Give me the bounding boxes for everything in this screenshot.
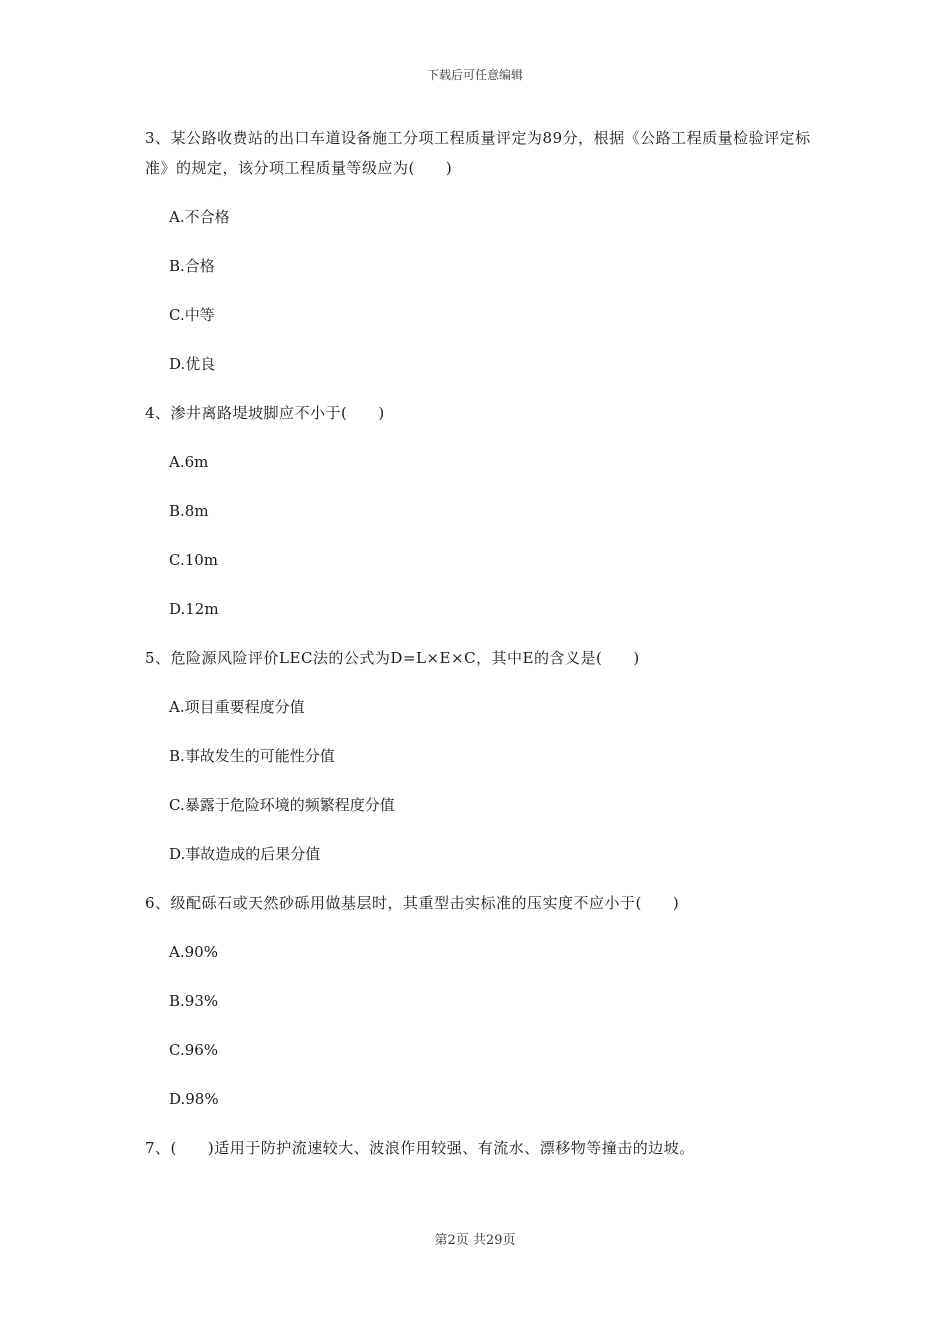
option-d: D.98% <box>169 1090 219 1108</box>
question-text: 7、( )适用于防护流速较大、波浪作用较强、有流水、漂移物等撞击的边坡。 <box>145 1139 695 1157</box>
question-6 <box>145 888 815 1114</box>
option-c: C.中等 <box>169 306 215 324</box>
option-a: A.项目重要程度分值 <box>169 698 305 716</box>
page-footer: 第2页 共29页 <box>434 1233 516 1248</box>
question-3 <box>145 123 815 379</box>
option-c: C.10m <box>169 551 219 569</box>
option-b: B.合格 <box>169 257 215 275</box>
question-5 <box>145 643 815 869</box>
option-a: A.不合格 <box>169 208 230 226</box>
option-d: D.12m <box>169 600 219 618</box>
question-text: 3、某公路收费站的出口车道设备施工分项工程质量评定为89分，根据《公路工程质量检验评定标准》的规定，该分项工程质量等级应为( ) <box>145 129 811 177</box>
question-7 <box>145 1133 815 1163</box>
option-c: C.暴露于危险环境的频繁程度分值 <box>169 796 395 814</box>
question-list <box>145 123 815 1182</box>
option-d: D.事故造成的后果分值 <box>169 845 321 863</box>
option-d: D.优良 <box>169 355 216 373</box>
option-c: C.96% <box>169 1041 219 1059</box>
page-header: 下载后可任意编辑 <box>426 68 523 82</box>
question-text: 6、级配砾石或天然砂砾用做基层时，其重型击实标准的压实度不应小于( ) <box>145 894 680 912</box>
option-b: B.8m <box>169 502 209 520</box>
question-text: 4、渗井离路堤坡脚应不小于( ) <box>145 404 385 422</box>
option-b: B.93% <box>169 992 219 1010</box>
option-a: A.6m <box>169 453 209 471</box>
option-b: B.事故发生的可能性分值 <box>169 747 335 765</box>
option-a: A.90% <box>169 943 218 961</box>
question-text: 5、危险源风险评价LEC法的公式为D=L×E×C，其中E的含义是( ) <box>145 649 640 667</box>
question-4 <box>145 398 815 624</box>
